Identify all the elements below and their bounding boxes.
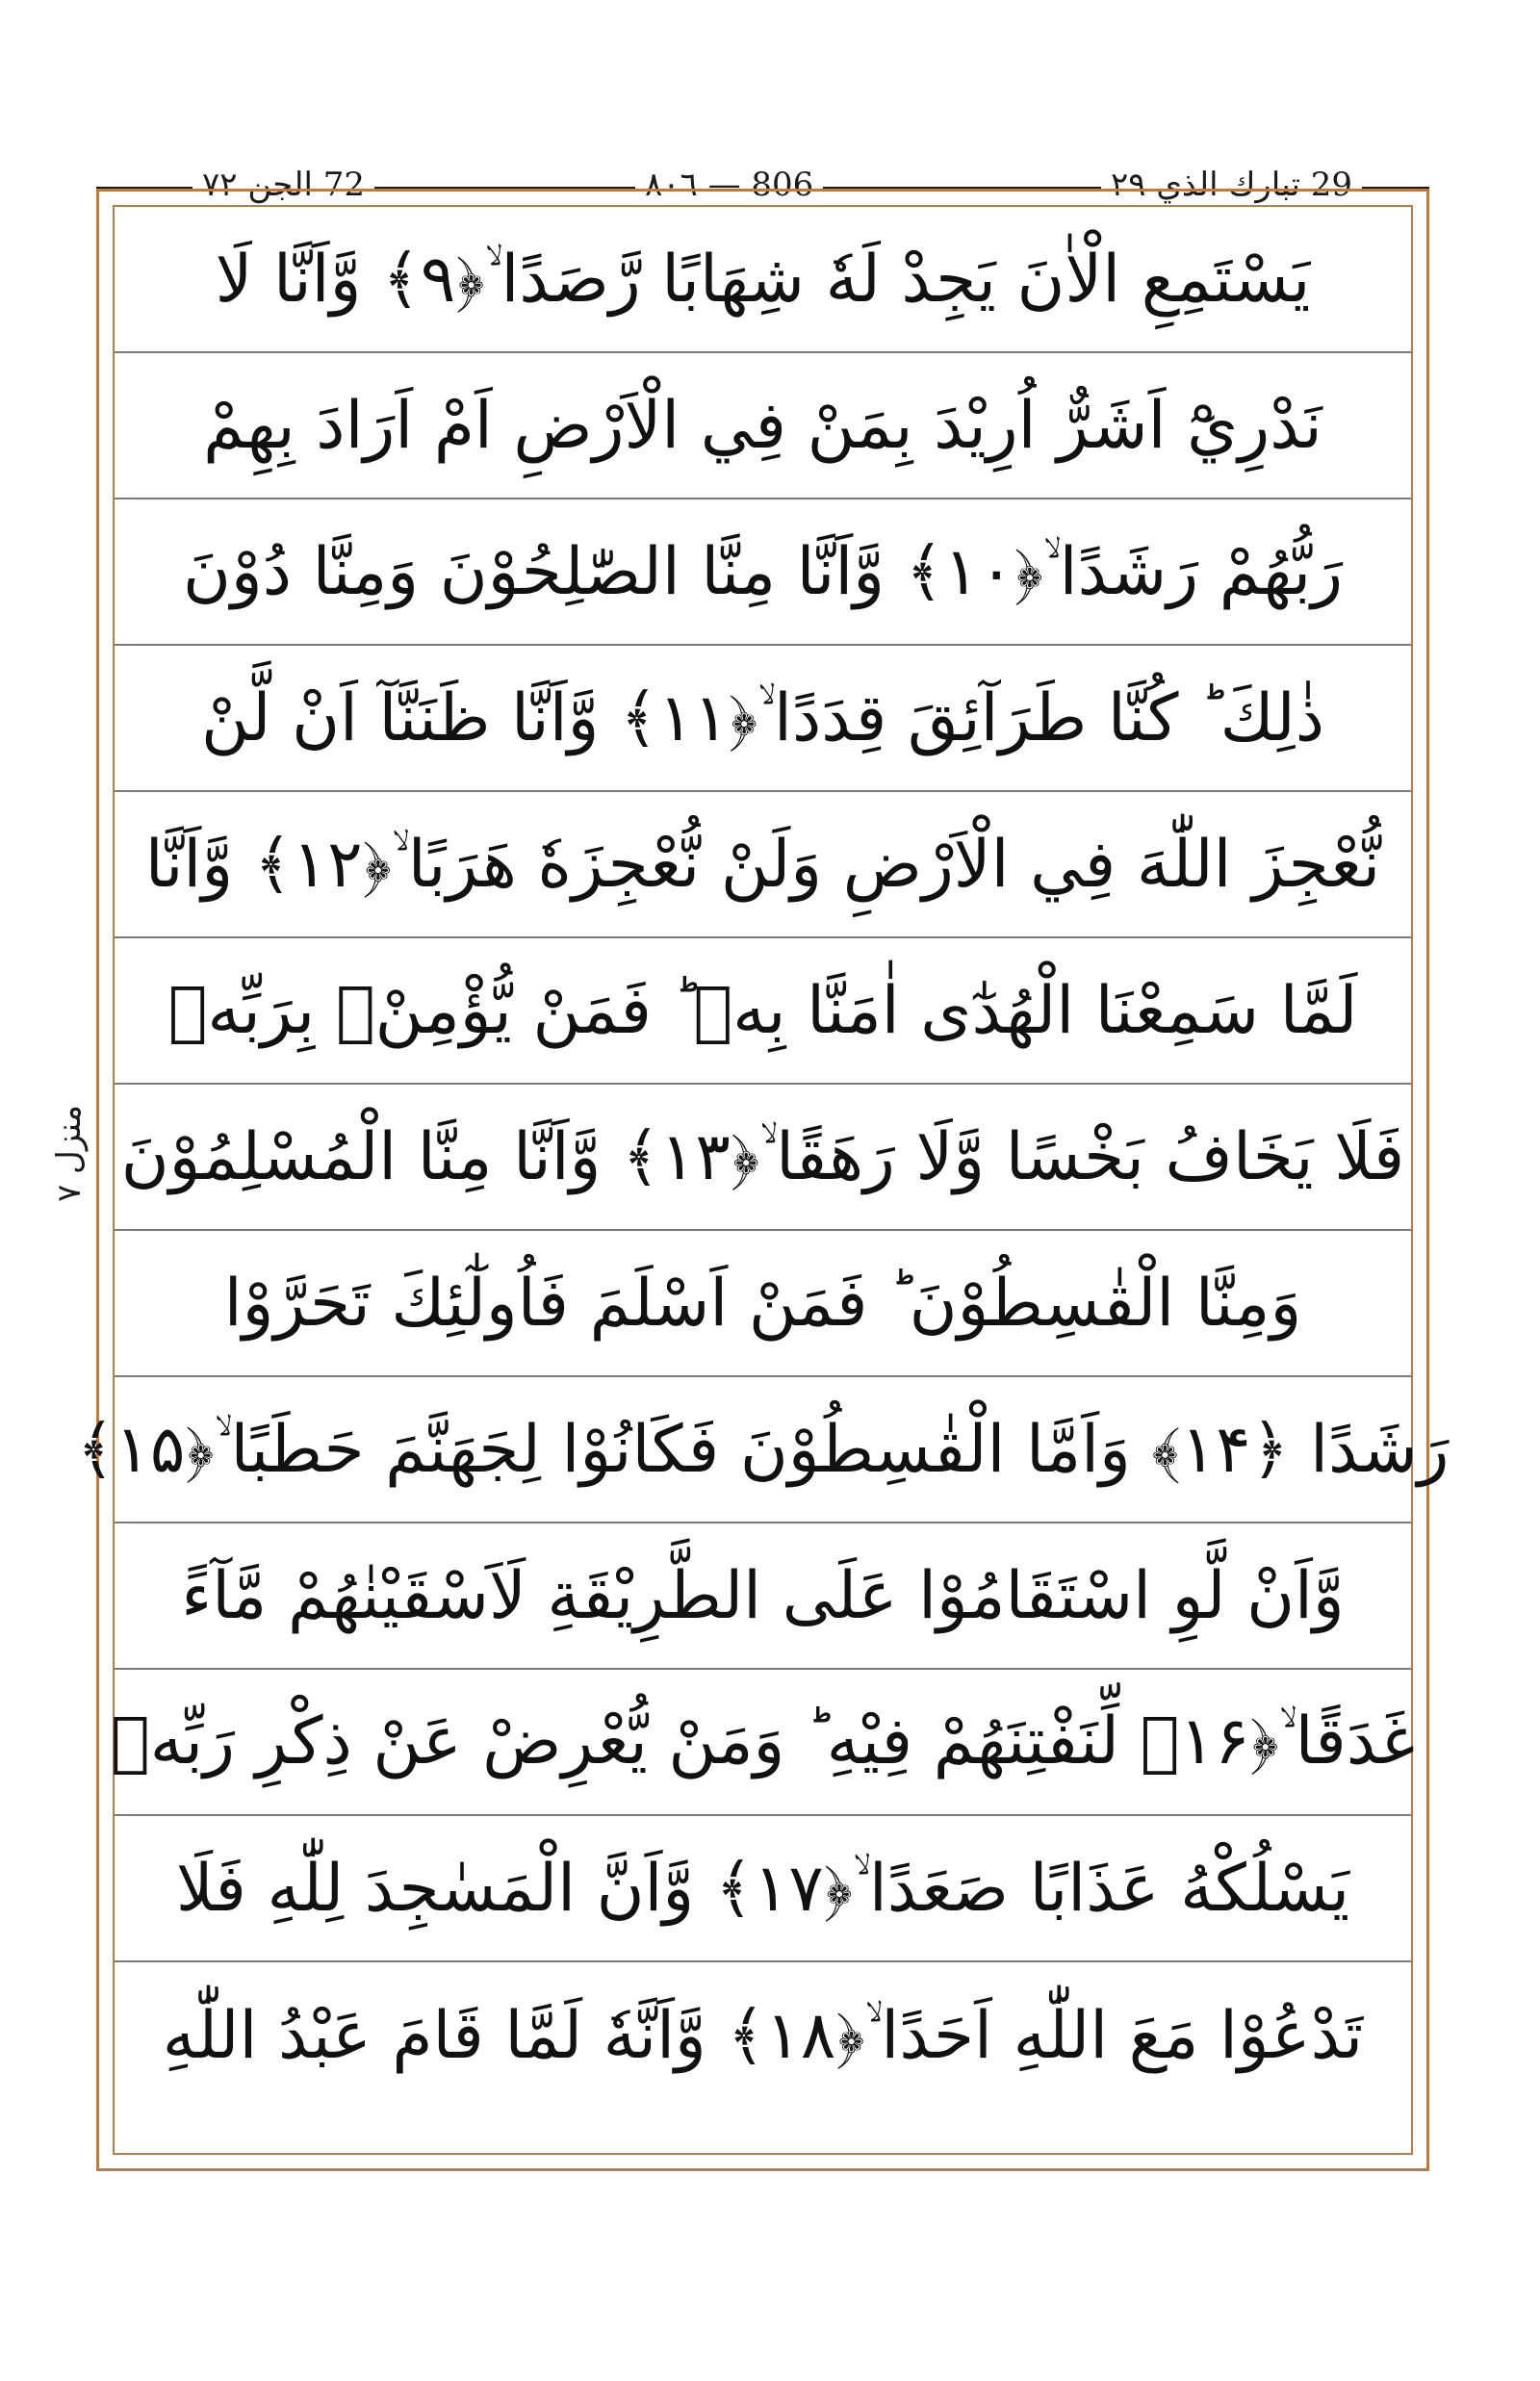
verse-line-6: لَمَّا سَمِعْنَا الْهُدٰٓى اٰمَنَّا بِهٖ ؕ فَمَنْ يُّؤْمِنْۢ بِرَبِّهٖ [115, 938, 1411, 1085]
verse-line-12: يَسْلُكْهُ عَذَابًا صَعَدًا ۙ﴿۱۷﴾ وَّاَنَّ الْمَسٰجِدَ لِلّٰهِ فَلَا [115, 1816, 1411, 1962]
verse-line-4: ذٰلِكَ ؕ كُنَّا طَرَآئِقَ قِدَدًا ۙ﴿۱۱﴾ وَّاَنَّا ظَنَنَّآ اَنْ لَّنْ [115, 646, 1411, 792]
verse-line-13: تَدْعُوْا مَعَ اللّٰهِ اَحَدًا ۙ﴿۱۸﴾ وَّاَنَّهٗ لَمَّا قَامَ عَبْدُ اللّٰهِ [162, 1997, 1364, 2074]
verse-line-2: نَدْرِيْٓ اَشَرٌّ اُرِيْدَ بِمَنْ فِي الْاَرْضِ اَمْ اَرَادَ بِهِمْ [115, 353, 1411, 499]
verse-line-7: فَلَا يَخَافُ بَخْسًا وَّلَا رَهَقًا ۙ﴿۱۳﴾ وَّاَنَّا مِنَّا الْمُسْلِمُوْنَ [115, 1085, 1411, 1231]
text-area [76, 205, 1450, 2155]
verse-line-3: رَبُّهُمْ رَشَدًا ۙ﴿۱۰﴾ وَّاَنَّا مِنَّا الصّٰلِحُوْنَ وَمِنَّا دُوْنَ [115, 499, 1411, 646]
verse-line-1: يَسْتَمِعِ الْاٰنَ يَجِدْ لَهٗ شِهَابًا رَّصَدًا ۙ﴿۹﴾ وَّاَنَّا لَا [115, 207, 1411, 353]
verse-line-9: رَشَدًا ﴿۱۴﴾ وَاَمَّا الْقٰسِطُوْنَ فَكَانُوْا لِجَهَنَّمَ حَطَبًا ۙ﴿۱۵﴾ [115, 1377, 1411, 1523]
verse-line-8: وَمِنَّا الْقٰسِطُوْنَ ؕ فَمَنْ اَسْلَمَ فَاُولٰٓئِكَ تَحَرَّوْا [115, 1231, 1411, 1377]
manzil-label: منزل ٧ [50, 1105, 89, 1203]
verse-line-10: وَّاَنْ لَّوِ اسْتَقَامُوْا عَلَى الطَّرِيْقَةِ لَاَسْقَيْنٰهُمْ مَّآءً [115, 1523, 1411, 1670]
verse-line-11: غَدَقًا ۙ﴿۱۶﴾ لِّنَفْتِنَهُمْ فِيْهِ ؕ وَمَنْ يُّعْرِضْ عَنْ ذِكْرِ رَبِّهٖ [115, 1670, 1411, 1816]
page-frame [76, 189, 1450, 2171]
juz-label: 29 تبارك الذي ٢٩ [1101, 164, 1362, 206]
page-number: ٨٠٦ — 806 [635, 164, 823, 206]
surah-label: 72 الجن ٧٢ [192, 164, 374, 206]
verse-line-5: نُّعْجِزَ اللّٰهَ فِي الْاَرْضِ وَلَنْ نُّعْجِزَهٗ هَرَبًا ۙ﴿۱۲﴾ وَّاَنَّا [115, 792, 1411, 938]
